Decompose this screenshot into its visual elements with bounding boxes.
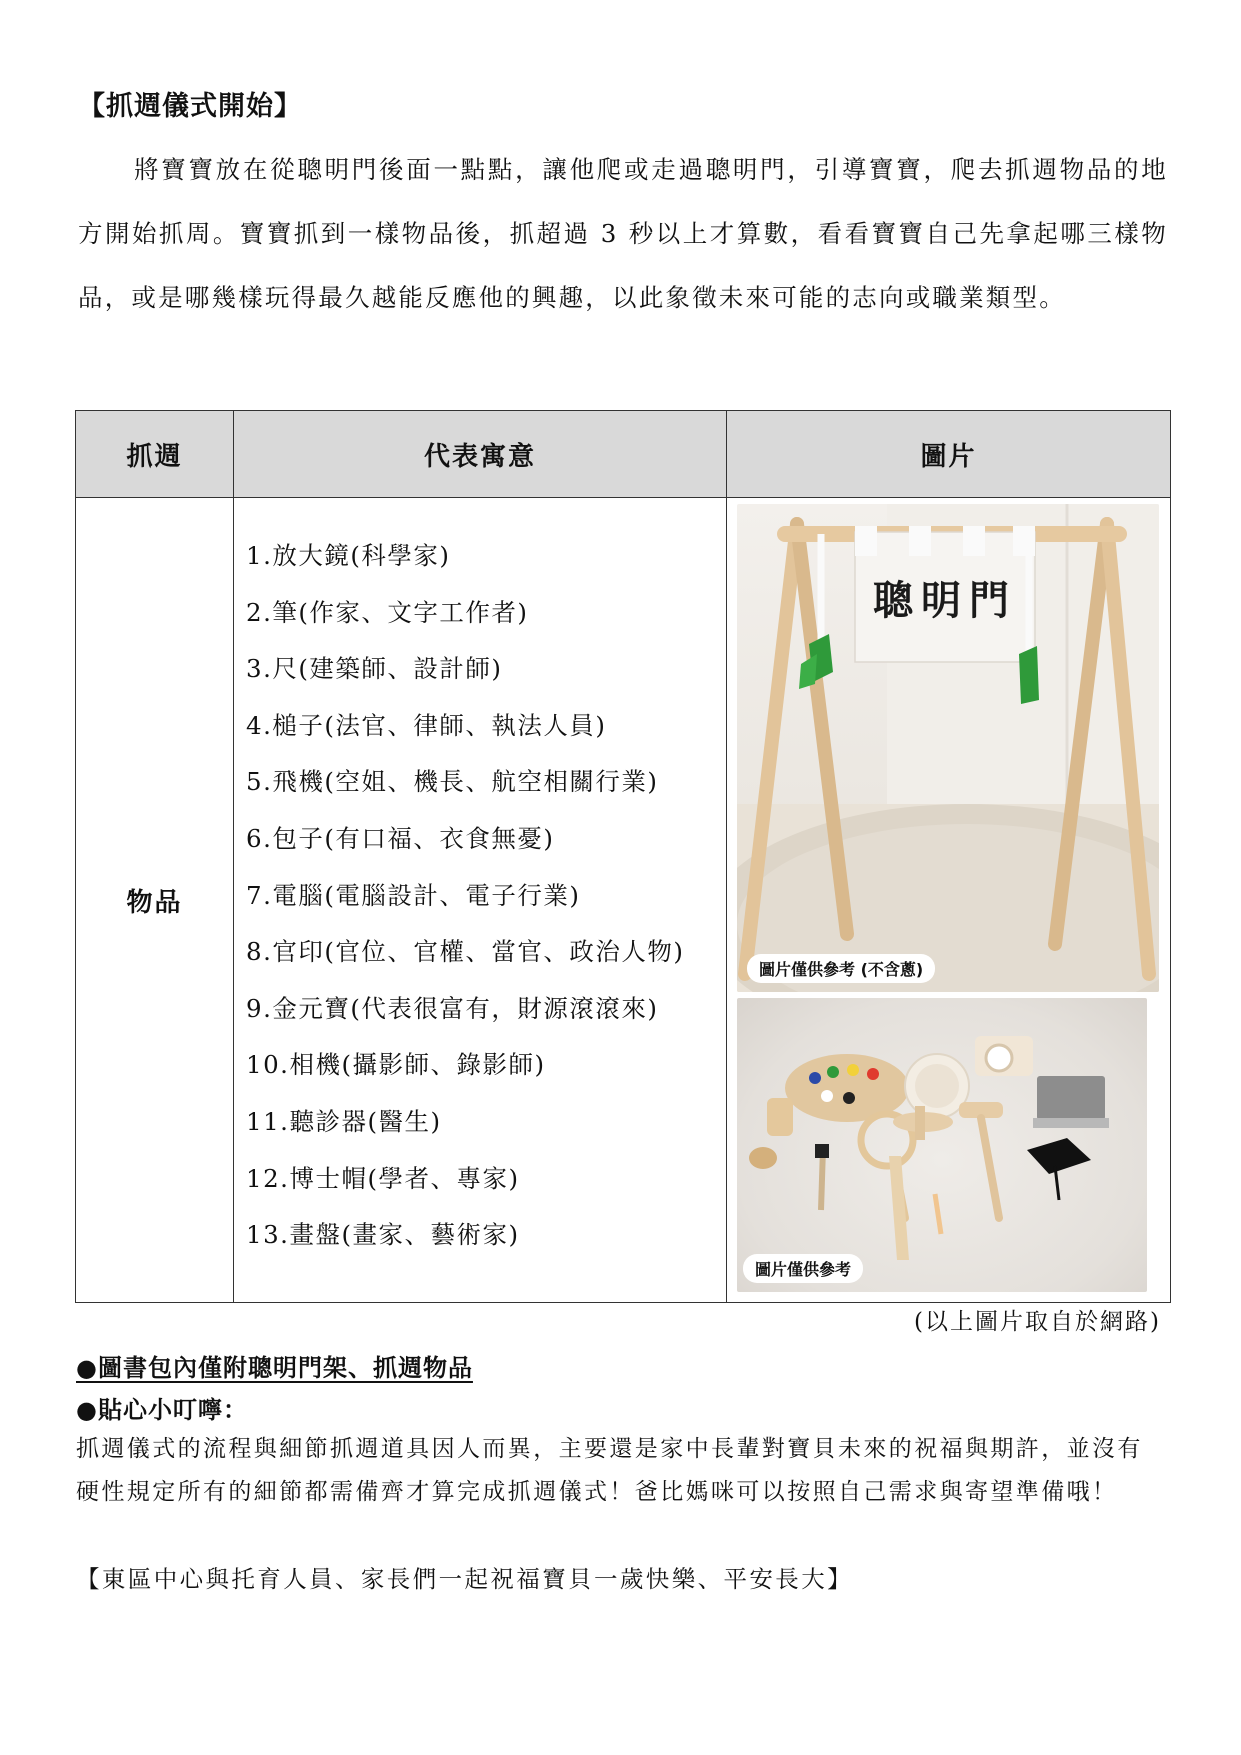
grab-items-table xyxy=(75,410,1171,1303)
list-item: 7.電腦(電腦設計、電子行業) xyxy=(246,880,581,910)
svg-text:聰明門: 聰明門 xyxy=(873,577,1017,624)
closing-line: 【東區中心與托育人員、家長們一起祝福寶貝一歲快樂、平安長大】 xyxy=(76,1565,853,1593)
tips-paragraph: 抓週儀式的流程與細節抓週道具因人而異，主要還是家中長輩對寶貝未來的祝福與期許，並沒有硬性規定所有的細節都需備齊才算完成抓週儀式！爸比媽咪可以按照自己需求與寄望準備哦！ xyxy=(76,1436,1143,1505)
meaning-list-cell xyxy=(234,498,727,1303)
header-meaning: 代表寓意 xyxy=(234,411,727,498)
list-item: 4.槌子(法官、律師、執法人員) xyxy=(246,710,607,740)
picture-cell xyxy=(727,498,1171,1303)
grab-items-photo xyxy=(737,998,1147,1292)
list-item: 9.金元寶(代表很富有，財源滾滾來) xyxy=(246,993,659,1023)
category-cell: 物品 xyxy=(76,498,234,1303)
photo-caption: 圖片僅供參考 (不含蔥) xyxy=(747,954,935,983)
table-row xyxy=(76,498,1171,1303)
header-grab: 抓週 xyxy=(76,411,234,498)
package-note: ●圖書包內僅附聰明門架、抓週物品 xyxy=(76,1354,473,1382)
tips-title: ●貼心小叮嚀： xyxy=(76,1396,248,1424)
smart-gate-photo xyxy=(737,504,1159,992)
list-item: 6.包子(有口福、衣食無憂) xyxy=(246,823,555,853)
section-heading: 【抓週儀式開始】 xyxy=(78,91,302,122)
list-item: 12.博士帽(學者、專家) xyxy=(246,1163,520,1193)
image-source-note: (以上圖片取自於網路) xyxy=(914,1309,1161,1335)
list-item: 3.尺(建築師、設計師) xyxy=(246,654,503,684)
intro-paragraph: 將寶寶放在從聰明門後面一點點，讓他爬或走過聰明門，引導寶寶，爬去抓週物品的地方開始抓周。寶寶抓到一樣物品後，抓超過 3 秒以上才算數，看看寶寶自己先拿起哪三樣物品，或是哪幾樣玩得最久越能反應他的興趣，以此象徵未來可能的志向或職業類型。 xyxy=(78,155,1168,312)
grab-items-illustration xyxy=(737,998,1147,1292)
list-item: 13.畫盤(畫家、藝術家) xyxy=(246,1220,520,1250)
smart-gate-illustration xyxy=(737,504,1159,992)
table-header-row xyxy=(76,411,1171,498)
list-item: 11.聽診器(醫生) xyxy=(246,1106,442,1136)
header-picture: 圖片 xyxy=(727,411,1171,498)
list-item: 1.放大鏡(科學家) xyxy=(246,541,451,570)
list-item: 8.官印(官位、官權、當官、政治人物) xyxy=(246,937,685,967)
list-item: 10.相機(攝影師、錄影師) xyxy=(246,1050,546,1080)
list-item: 2.筆(作家、文字工作者) xyxy=(246,597,529,627)
meaning-list xyxy=(246,538,726,1274)
photo-caption: 圖片僅供參考 xyxy=(743,1254,863,1283)
list-item: 5.飛機(空姐、機長、航空相關行業) xyxy=(246,767,659,797)
